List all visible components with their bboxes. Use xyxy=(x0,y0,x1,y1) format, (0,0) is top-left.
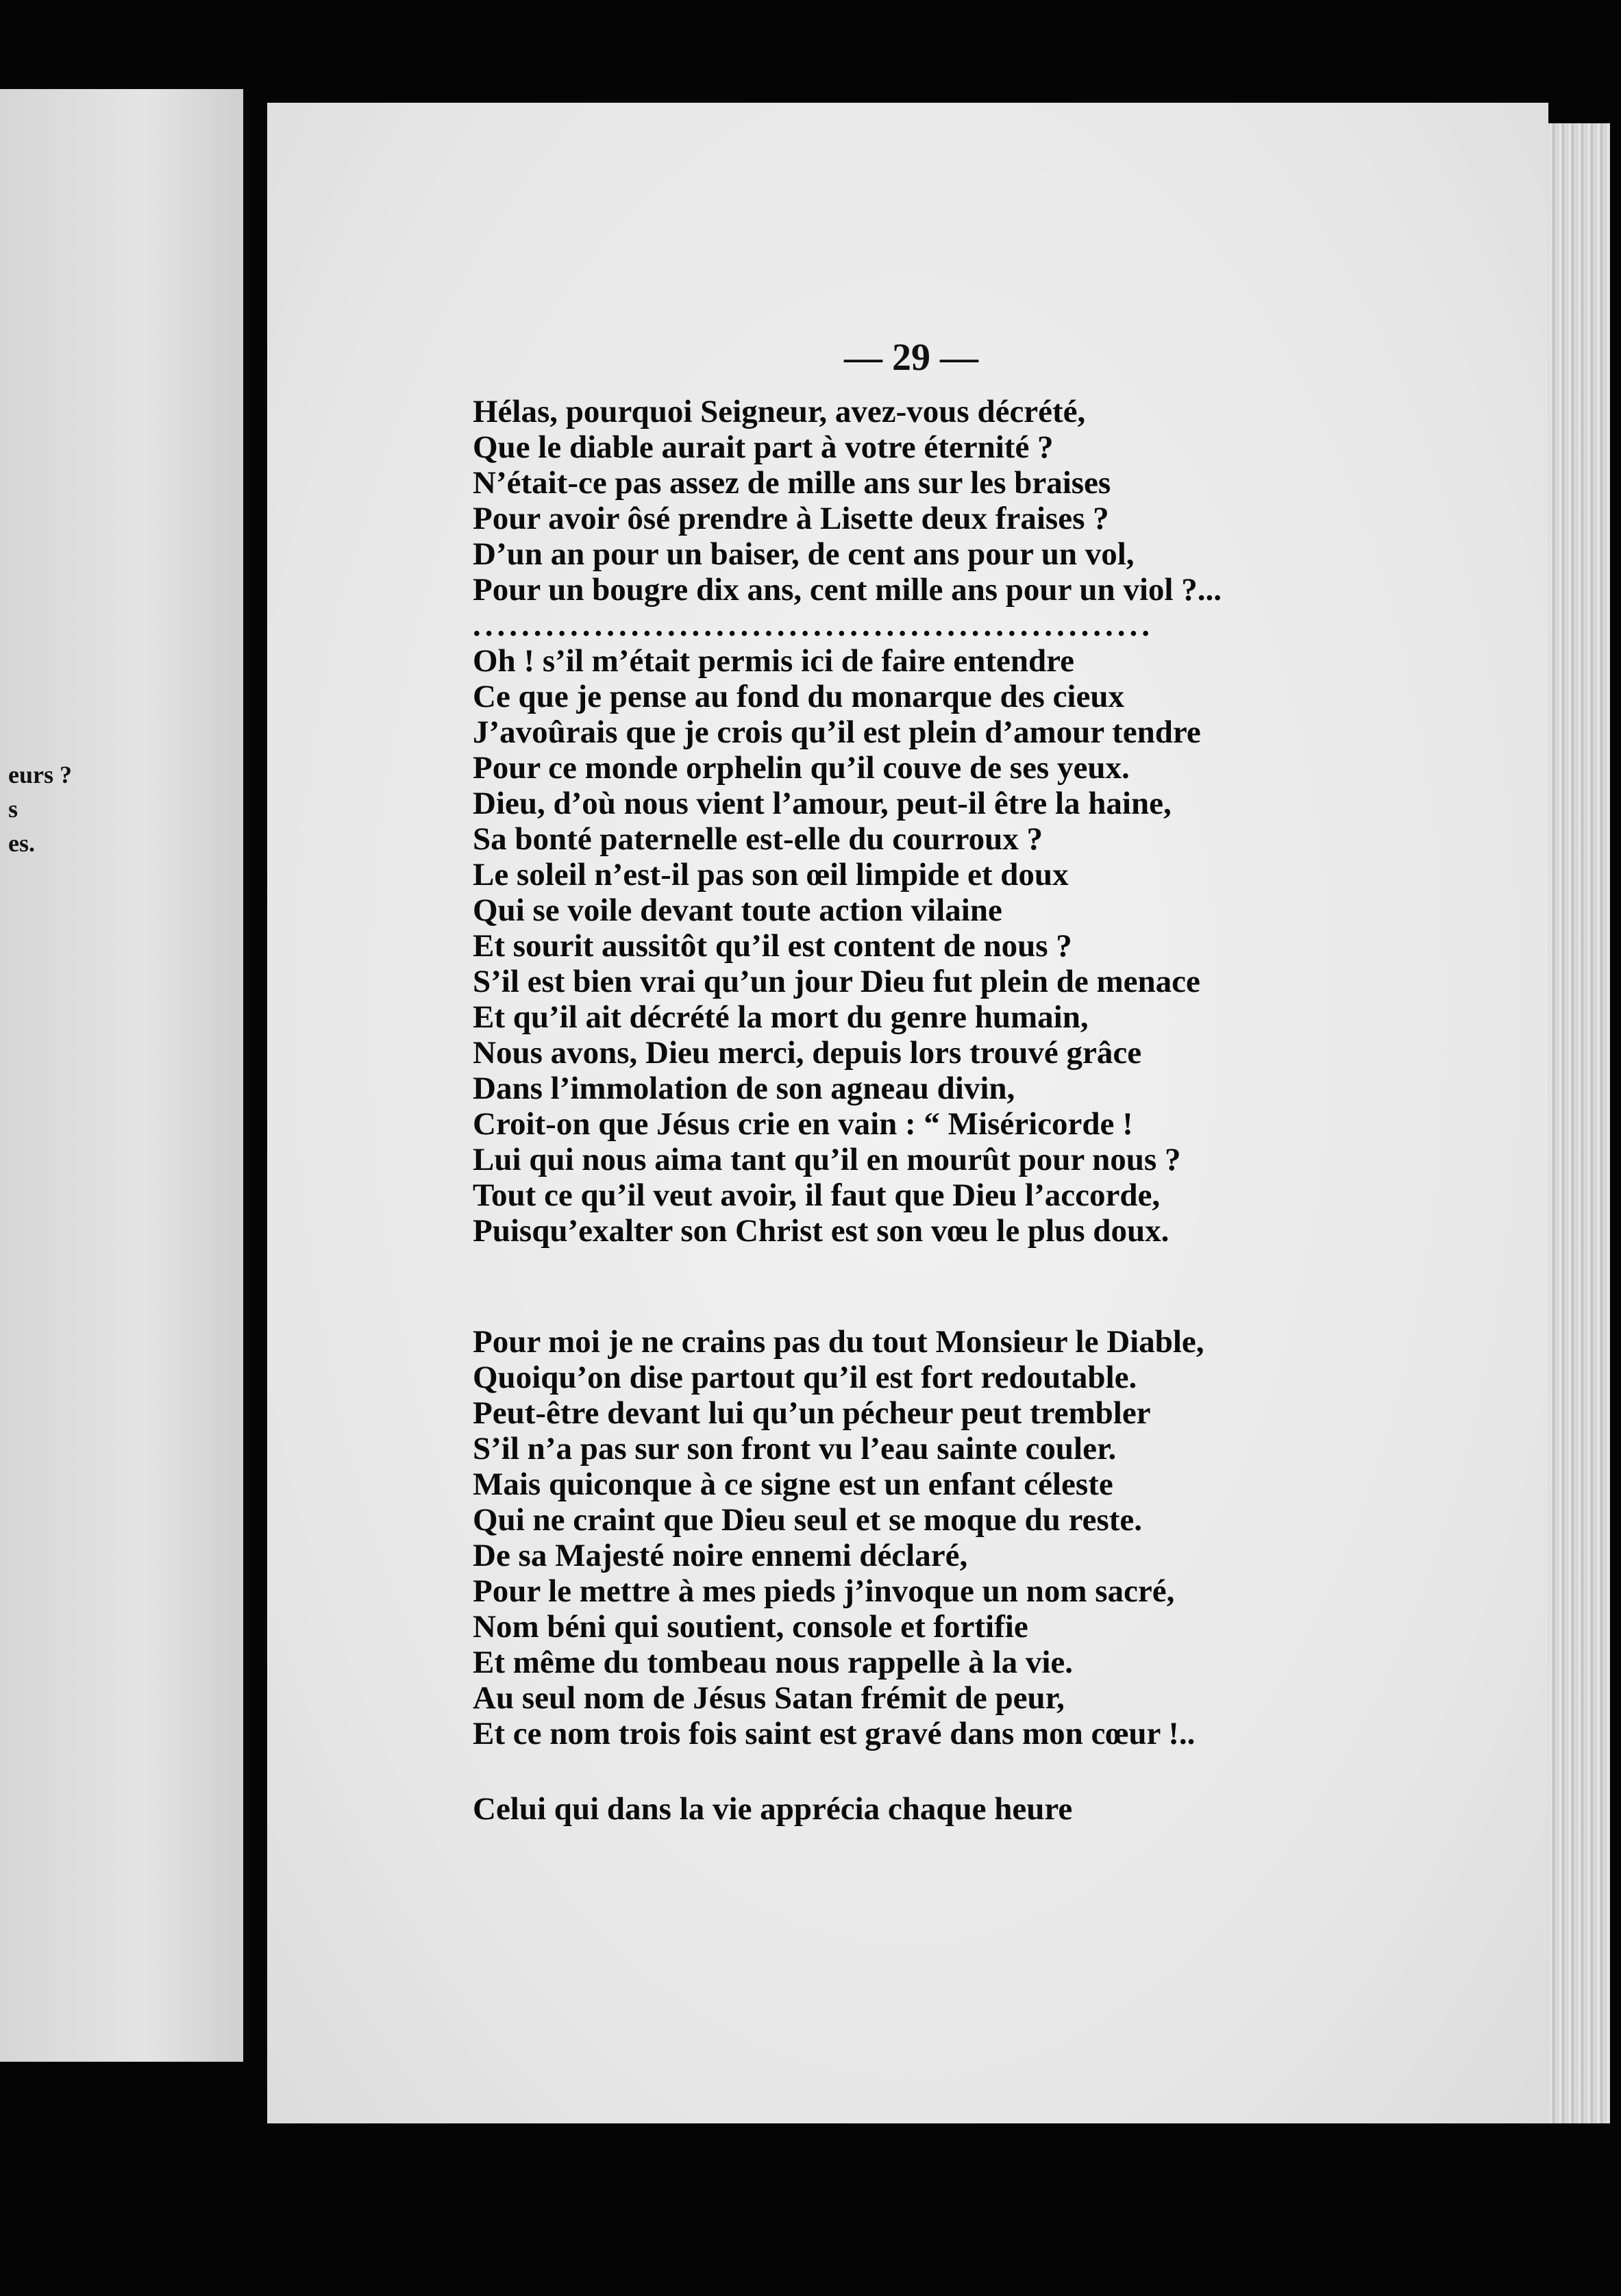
poem-line: Peut-être devant lui qu’un pécheur peut trembler xyxy=(473,1395,1151,1431)
poem-line: De sa Majesté noire ennemi déclaré, xyxy=(473,1538,968,1573)
poem-line: Que le diable aurait part à votre éternité ? xyxy=(473,429,1054,465)
poem-line: Hélas, pourquoi Seigneur, avez-vous décrété, xyxy=(473,394,1086,429)
poem-line: Quoiqu’on dise partout qu’il est fort redoutable. xyxy=(473,1360,1137,1395)
poem-text xyxy=(473,394,1569,1827)
left-page-fragment: s xyxy=(8,795,18,823)
stanza-2 xyxy=(473,643,1569,1249)
poem-line: S’il est bien vrai qu’un jour Dieu fut plein de menace xyxy=(473,964,1200,999)
poem-line: Pour le mettre à mes pieds j’invoque un nom sacré, xyxy=(473,1573,1175,1609)
poem-line: Tout ce qu’il veut avoir, il faut que Dieu l’accorde, xyxy=(473,1177,1161,1213)
poem-line: Nom béni qui soutient, console et fortifie xyxy=(473,1609,1028,1645)
adjacent-left-page xyxy=(0,89,243,2062)
poem-line: Oh ! s’il m’était permis ici de faire entendre xyxy=(473,643,1075,679)
poem-line-last: Celui qui dans la vie apprécia chaque heure xyxy=(473,1791,1073,1827)
poem-line: Lui qui nous aima tant qu’il en mourût pour nous ? xyxy=(473,1142,1181,1177)
poem-line: Le soleil n’est-il pas son œil limpide et doux xyxy=(473,857,1069,893)
poem-line: Ce que je pense au fond du monarque des cieux xyxy=(473,679,1124,714)
page-number: — 29 — xyxy=(844,336,978,379)
poem-line: Et qu’il ait décrété la mort du genre humain, xyxy=(473,999,1089,1035)
poem-line: Pour ce monde orphelin qu’il couve de ses yeux. xyxy=(473,750,1130,786)
book-page xyxy=(267,103,1548,2123)
poem-line: Dans l’immolation de son agneau divin, xyxy=(473,1071,1015,1106)
poem-line: Et sourit aussitôt qu’il est content de nous ? xyxy=(473,928,1072,964)
poem-line: N’était-ce pas assez de mille ans sur les braises xyxy=(473,465,1111,501)
poem-line: Pour un bougre dix ans, cent mille ans pour un viol ?... xyxy=(473,572,1222,608)
ellipsis-separator: ........................................................ xyxy=(473,608,1154,643)
poem-line: Croit-on que Jésus crie en vain : “ Miséricorde ! xyxy=(473,1106,1133,1142)
poem-line: Pour moi je ne crains pas du tout Monsieur le Diable, xyxy=(473,1324,1204,1360)
poem-line: D’un an pour un baiser, de cent ans pour un vol, xyxy=(473,536,1135,572)
poem-line: Qui ne craint que Dieu seul et se moque du reste. xyxy=(473,1502,1142,1538)
poem-line: Et ce nom trois fois saint est gravé dans mon cœur !.. xyxy=(473,1716,1196,1751)
poem-line: Nous avons, Dieu merci, depuis lors trouvé grâce xyxy=(473,1035,1142,1071)
poem-line: Puisqu’exalter son Christ est son vœu le plus doux. xyxy=(473,1213,1170,1249)
poem-line: S’il n’a pas sur son front vu l’eau sainte couler. xyxy=(473,1431,1117,1467)
stanza-1 xyxy=(473,394,1569,608)
left-page-fragment: es. xyxy=(8,829,35,857)
poem-line: Au seul nom de Jésus Satan frémit de peur, xyxy=(473,1680,1065,1716)
poem-line: Et même du tombeau nous rappelle à la vie. xyxy=(473,1645,1074,1680)
poem-line: Dieu, d’où nous vient l’amour, peut-il être la haine, xyxy=(473,786,1172,821)
left-page-fragment: eurs ? xyxy=(8,761,72,788)
stanza-3 xyxy=(473,1324,1569,1751)
poem-line: J’avoûrais que je crois qu’il est plein d’amour tendre xyxy=(473,714,1201,750)
poem-line: Qui se voile devant toute action vilaine xyxy=(473,893,1002,928)
poem-line: Mais quiconque à ce signe est un enfant céleste xyxy=(473,1467,1113,1502)
poem-line: Sa bonté paternelle est-elle du courroux ? xyxy=(473,821,1043,857)
poem-line: Pour avoir ôsé prendre à Lisette deux fraises ? xyxy=(473,501,1109,536)
